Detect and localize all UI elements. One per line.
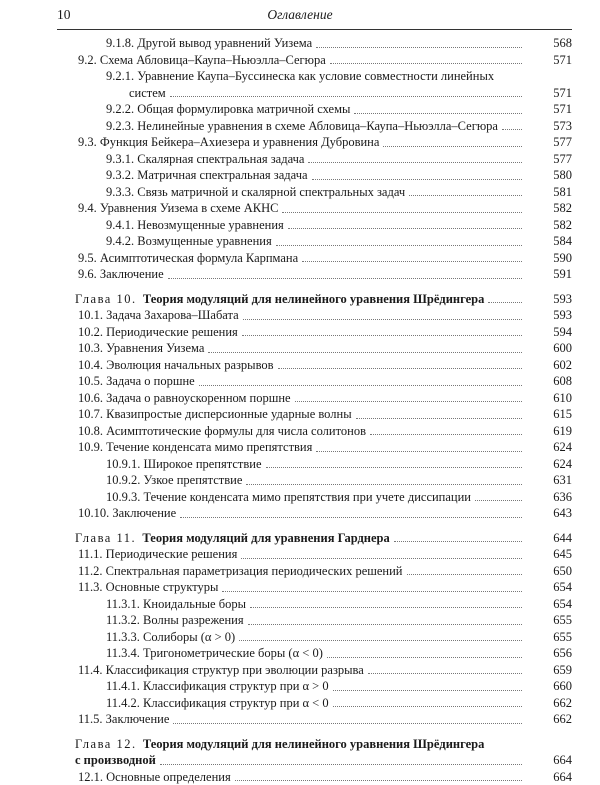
entry-title: 10.4. Эволюция начальных разрывов	[78, 357, 274, 374]
toc-section-entry[interactable]	[78, 505, 572, 522]
page-number: 10	[57, 7, 71, 23]
entry-title: 11.3.1. Кноидальные боры	[106, 596, 246, 613]
chapter-label: Глава 10.	[75, 291, 137, 308]
toc-section-entry[interactable]	[78, 134, 572, 151]
entry-title: 9.3.1. Скалярная спектральная задача	[106, 151, 304, 168]
toc-subsection-entry[interactable]	[78, 612, 572, 629]
page-number-ref: 591	[526, 266, 572, 283]
entry-title: 10.8. Асимптотические формулы для числа солитонов	[78, 423, 366, 440]
page-number-ref: 568	[526, 35, 572, 52]
page-number-ref: 631	[526, 472, 572, 489]
page-number-ref: 608	[526, 373, 572, 390]
entry-title: 10.9.2. Узкое препятствие	[106, 472, 242, 489]
toc-section-entry[interactable]	[78, 200, 572, 217]
table-of-contents	[78, 35, 572, 785]
page-number-ref: 571	[526, 85, 572, 102]
dot-leader	[295, 401, 522, 402]
dot-leader	[173, 723, 522, 724]
page-number-ref: 650	[526, 563, 572, 580]
entry-title: 11.3.3. Солиборы (α > 0)	[106, 629, 235, 646]
toc-subsection-entry[interactable]	[78, 489, 572, 506]
entry-title: 9.6. Заключение	[78, 266, 164, 283]
dot-leader	[170, 96, 522, 97]
running-title: Оглавление	[0, 7, 600, 23]
page-number-ref: 582	[526, 200, 572, 217]
dot-leader	[394, 541, 522, 542]
dot-leader	[242, 335, 522, 336]
page-number-ref: 594	[526, 324, 572, 341]
toc-subsection-entry[interactable]	[78, 472, 572, 489]
entry-title: Теория модуляций для нелинейного уравнения Шрёдингера	[143, 736, 485, 753]
page-number-ref: 573	[526, 118, 572, 135]
entry-title: 9.1.8. Другой вывод уравнений Уизема	[106, 35, 312, 52]
page-number-ref: 582	[526, 217, 572, 234]
entry-title: 10.6. Задача о равноускоренном поршне	[78, 390, 291, 407]
page-number-ref: 636	[526, 489, 572, 506]
entry-title: 10.3. Уравнения Уизема	[78, 340, 204, 357]
dot-leader	[199, 385, 522, 386]
toc-section-entry[interactable]	[78, 423, 572, 440]
chapter-label: Глава 11.	[75, 530, 136, 547]
dot-leader	[246, 484, 522, 485]
toc-subsection-entry[interactable]	[78, 68, 572, 101]
entry-title: 9.4.1. Невозмущенные уравнения	[106, 217, 284, 234]
dot-leader	[222, 591, 522, 592]
entry-title: 11.1. Периодические решения	[78, 546, 237, 563]
page-number-ref: 662	[526, 711, 572, 728]
page-number-ref: 581	[526, 184, 572, 201]
page-number-ref: 593	[526, 307, 572, 324]
entry-title: 9.4. Уравнения Уизема в схеме АКНС	[78, 200, 278, 217]
dot-leader	[333, 706, 522, 707]
toc-subsection-entry[interactable]	[78, 456, 572, 473]
dot-leader	[160, 764, 522, 765]
toc-section-entry[interactable]	[78, 769, 572, 785]
toc-subsection-entry[interactable]	[78, 233, 572, 250]
toc-section-entry[interactable]	[78, 340, 572, 357]
page-number-ref: 590	[526, 250, 572, 267]
entry-title: 11.4.2. Классификация структур при α < 0	[106, 695, 329, 712]
page-number-ref: 664	[526, 752, 572, 769]
toc-subsection-entry[interactable]	[78, 596, 572, 613]
dot-leader	[502, 129, 522, 130]
entry-title: 11.3.4. Тригонометрические боры (α < 0)	[106, 645, 323, 662]
entry-title-continuation: систем	[106, 85, 166, 102]
toc-chapter-entry[interactable]	[75, 530, 572, 547]
toc-section-entry[interactable]	[78, 546, 572, 563]
header-rule	[57, 29, 572, 30]
entry-title: 11.3. Основные структуры	[78, 579, 218, 596]
entry-title: 11.4. Классификация структур при эволюции разрыва	[78, 662, 364, 679]
page-number-ref: 615	[526, 406, 572, 423]
toc-section-entry[interactable]	[78, 662, 572, 679]
page-number-ref: 600	[526, 340, 572, 357]
entry-title: 10.7. Квазипростые дисперсионные ударные волны	[78, 406, 352, 423]
entry-title: 11.4.1. Классификация структур при α > 0	[106, 678, 329, 695]
entry-title: Теория модуляций для нелинейного уравнения Шрёдингера	[143, 291, 485, 308]
page-number-ref: 624	[526, 439, 572, 456]
page-number-ref: 593	[526, 291, 572, 308]
dot-leader	[235, 780, 522, 781]
toc-subsection-entry[interactable]	[78, 167, 572, 184]
dot-leader	[330, 63, 522, 64]
toc-section-entry[interactable]	[78, 373, 572, 390]
toc-subsection-entry[interactable]	[78, 695, 572, 712]
page-number-ref: 571	[526, 101, 572, 118]
page-number-ref: 577	[526, 151, 572, 168]
toc-subsection-entry[interactable]	[78, 217, 572, 234]
page-number-ref: 645	[526, 546, 572, 563]
toc-section-entry[interactable]	[78, 52, 572, 69]
toc-section-entry[interactable]	[78, 250, 572, 267]
dot-leader	[208, 352, 522, 353]
dot-leader	[278, 368, 522, 369]
chapter-gap	[78, 283, 572, 291]
page-number-ref: 662	[526, 695, 572, 712]
entry-title: 9.3.3. Связь матричной и скалярной спектральных задач	[106, 184, 405, 201]
page-number-ref: 655	[526, 612, 572, 629]
toc-subsection-entry[interactable]	[78, 629, 572, 646]
dot-leader	[243, 319, 522, 320]
dot-leader	[316, 47, 522, 48]
page-number-ref: 619	[526, 423, 572, 440]
dot-leader	[327, 657, 522, 658]
toc-chapter-entry[interactable]	[75, 291, 572, 308]
toc-subsection-entry[interactable]	[78, 645, 572, 662]
entry-title: 10.9.3. Течение конденсата мимо препятствия при учете диссипации	[106, 489, 471, 506]
toc-section-entry[interactable]	[78, 711, 572, 728]
dot-leader	[248, 624, 522, 625]
dot-leader	[266, 467, 522, 468]
toc-subsection-entry[interactable]	[78, 118, 572, 135]
dot-leader	[276, 245, 522, 246]
entry-title: 10.9. Течение конденсата мимо препятствия	[78, 439, 312, 456]
toc-subsection-entry[interactable]	[78, 35, 572, 52]
dot-leader	[180, 517, 522, 518]
entry-title: 10.2. Периодические решения	[78, 324, 238, 341]
entry-title: 11.5. Заключение	[78, 711, 169, 728]
entry-title: 10.1. Задача Захарова–Шабата	[78, 307, 239, 324]
dot-leader	[302, 261, 522, 262]
dot-leader	[409, 195, 522, 196]
chapter-gap	[78, 728, 572, 736]
entry-title-continuation: с производной	[75, 752, 156, 769]
entry-title: 11.2. Спектральная параметризация периодических решений	[78, 563, 403, 580]
dot-leader	[239, 640, 522, 641]
toc-section-entry[interactable]	[78, 579, 572, 596]
dot-leader	[407, 574, 523, 575]
toc-section-entry[interactable]	[78, 307, 572, 324]
dot-leader	[368, 673, 522, 674]
dot-leader	[356, 418, 522, 419]
toc-chapter-entry[interactable]	[75, 736, 572, 769]
entry-title: 9.2. Схема Абловица–Каупа–Ньюэлла–Сегюра	[78, 52, 326, 69]
page-header	[0, 0, 600, 34]
toc-section-entry[interactable]	[78, 266, 572, 283]
entry-title: Теория модуляций для уравнения Гарднера	[142, 530, 389, 547]
toc-section-entry[interactable]	[78, 357, 572, 374]
page-number-ref: 624	[526, 456, 572, 473]
chapter-label: Глава 12.	[75, 736, 137, 753]
dot-leader	[333, 690, 522, 691]
page-number-ref: 644	[526, 530, 572, 547]
entry-title: 10.9.1. Широкое препятствие	[106, 456, 262, 473]
dot-leader	[282, 212, 522, 213]
dot-leader	[250, 607, 522, 608]
toc-section-entry[interactable]	[78, 406, 572, 423]
page-number-ref: 602	[526, 357, 572, 374]
toc-subsection-entry[interactable]	[78, 101, 572, 118]
dot-leader	[288, 228, 522, 229]
dot-leader	[488, 302, 522, 303]
page-number-ref: 643	[526, 505, 572, 522]
entry-title: 12.1. Основные определения	[78, 769, 231, 785]
toc-section-entry[interactable]	[78, 390, 572, 407]
chapter-gap	[78, 522, 572, 530]
entry-title: 9.2.2. Общая формулировка матричной схемы	[106, 101, 350, 118]
dot-leader	[354, 113, 522, 114]
toc-section-entry[interactable]	[78, 439, 572, 456]
page-number-ref: 664	[526, 769, 572, 785]
dot-leader	[308, 162, 522, 163]
page-number-ref: 660	[526, 678, 572, 695]
toc-subsection-entry[interactable]	[78, 184, 572, 201]
entry-title: 10.10. Заключение	[78, 505, 176, 522]
entry-title: 9.3.2. Матричная спектральная задача	[106, 167, 308, 184]
page-number-ref: 655	[526, 629, 572, 646]
page-number-ref: 577	[526, 134, 572, 151]
toc-subsection-entry[interactable]	[78, 678, 572, 695]
page-number-ref: 654	[526, 579, 572, 596]
toc-section-entry[interactable]	[78, 563, 572, 580]
page-number-ref: 654	[526, 596, 572, 613]
entry-title: 10.5. Задача о поршне	[78, 373, 195, 390]
entry-title: 9.3. Функция Бейкера–Ахиезера и уравнения Дубровина	[78, 134, 379, 151]
dot-leader	[475, 500, 522, 501]
dot-leader	[241, 558, 522, 559]
page-number-ref: 571	[526, 52, 572, 69]
dot-leader	[312, 179, 522, 180]
entry-title: 9.5. Асимптотическая формула Карпмана	[78, 250, 298, 267]
dot-leader	[370, 434, 522, 435]
toc-subsection-entry[interactable]	[78, 151, 572, 168]
entry-title: 9.2.1. Уравнение Каупа–Буссинеска как условие совместности линейных	[106, 68, 494, 85]
page-number-ref: 584	[526, 233, 572, 250]
entry-title: 9.4.2. Возмущенные уравнения	[106, 233, 272, 250]
page-number-ref: 610	[526, 390, 572, 407]
dot-leader	[383, 146, 522, 147]
page-number-ref: 656	[526, 645, 572, 662]
page-number-ref: 580	[526, 167, 572, 184]
dot-leader	[168, 278, 522, 279]
page-number-ref: 659	[526, 662, 572, 679]
dot-leader	[316, 451, 522, 452]
entry-title: 11.3.2. Волны разрежения	[106, 612, 244, 629]
entry-title: 9.2.3. Нелинейные уравнения в схеме Абловица–Каупа–Ньюэлла–Сегюра	[106, 118, 498, 135]
toc-section-entry[interactable]	[78, 324, 572, 341]
